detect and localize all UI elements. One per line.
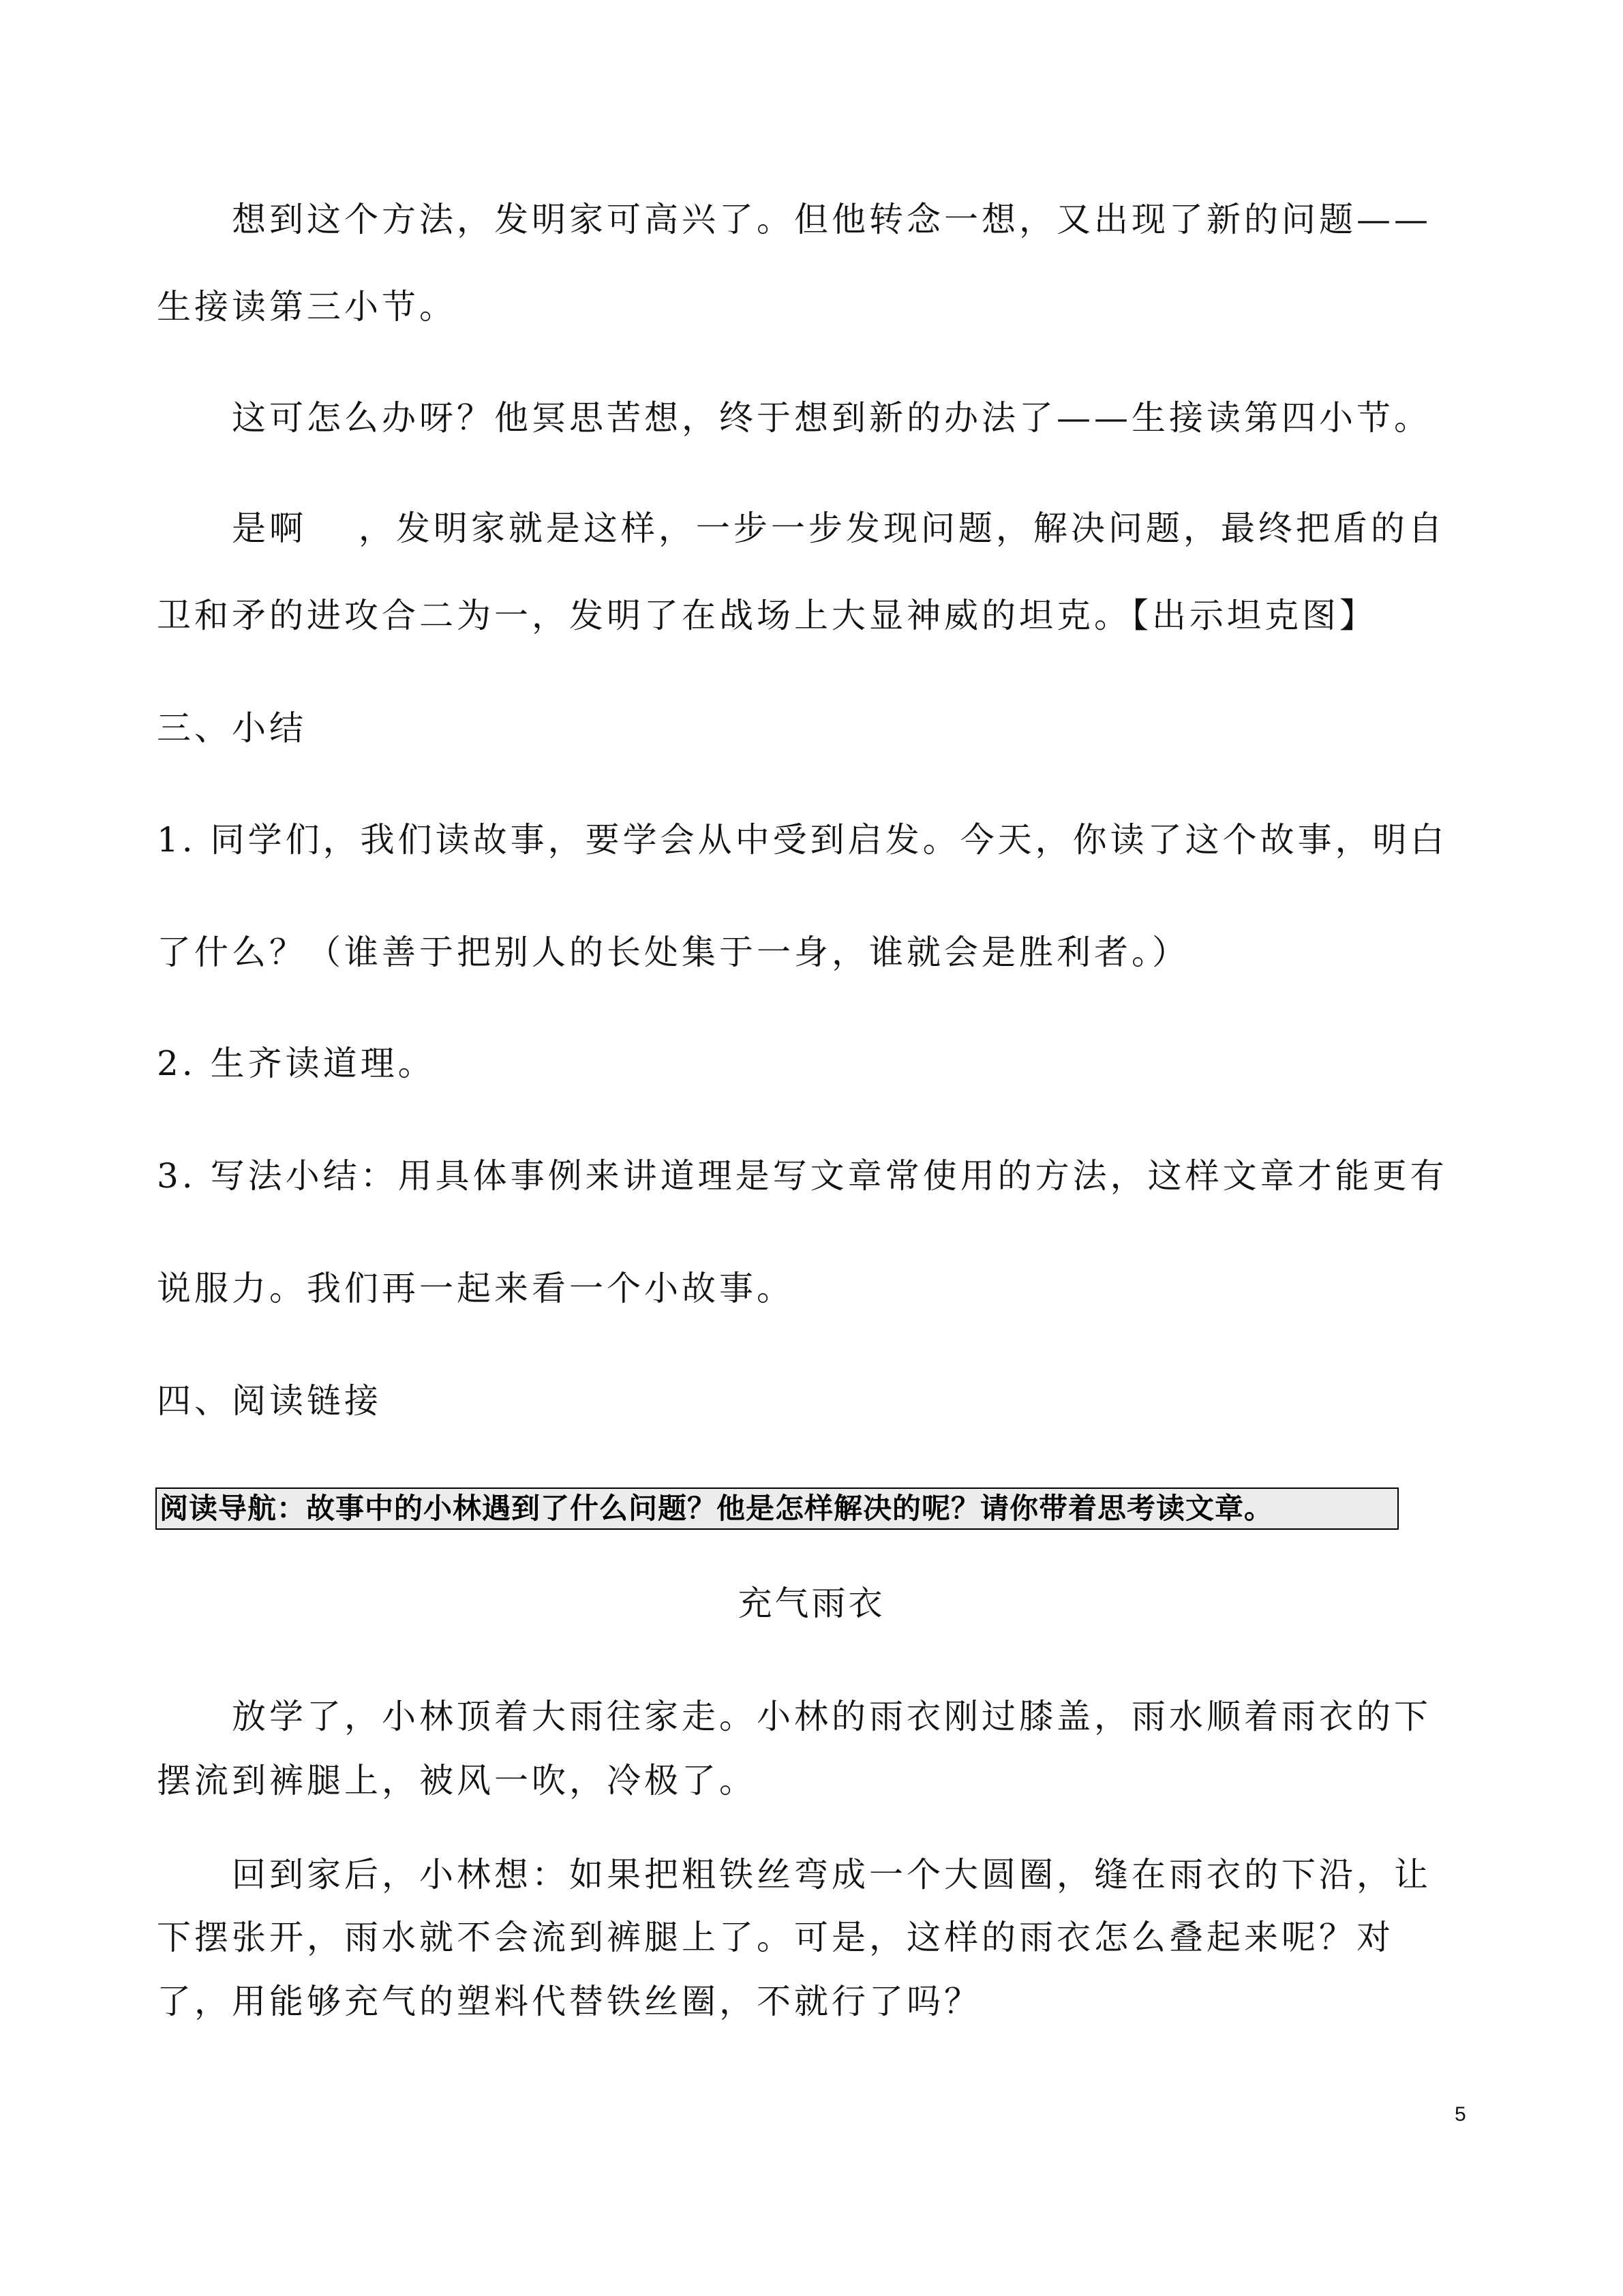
list-item-line: 1. 同学们，我们读故事，要学会从中受到启发。今天，你读了这个故事，明白 xyxy=(157,820,1448,860)
story-paragraph-line: 回到家后，小林想：如果把粗铁丝弯成一个大圆圈，缝在雨衣的下沿，让 xyxy=(232,1855,1431,1894)
section-heading: 四、阅读链接 xyxy=(157,1381,382,1421)
story-paragraph-line: 了，用能够充气的塑料代替铁丝圈，不就行了吗？ xyxy=(157,1982,982,2021)
page-number: 5 xyxy=(1455,2103,1466,2126)
list-item-line: 3. 写法小结：用具体事例来讲道理是写文章常使用的方法，这样文章才能更有 xyxy=(157,1156,1448,1196)
story-paragraph-line: 摆流到裤腿上，被风一吹，冷极了。 xyxy=(157,1761,757,1800)
reading-guide-box: 阅读导航：故事中的小林遇到了什么问题？他是怎样解决的呢？请你带着思考读文章。 xyxy=(155,1487,1399,1530)
body-paragraph-line: 生接读第三小节。 xyxy=(157,287,457,327)
body-paragraph-line: 卫和矛的进攻合二为一，发明了在战场上大显神威的坦克。【出示坦克图】 xyxy=(157,596,1377,635)
section-heading: 三、小结 xyxy=(157,708,307,748)
body-paragraph-line: 这可怎么办呀？他冥思苦想，终于想到新的办法了——生接读第四小节。 xyxy=(232,398,1431,438)
body-paragraph-line: 想到这个方法，发明家可高兴了。但他转念一想，又出现了新的问题—— xyxy=(232,200,1431,239)
list-item-line: 2. 生齐读道理。 xyxy=(157,1044,436,1083)
list-item-line: 说服力。我们再一起来看一个小故事。 xyxy=(157,1269,794,1308)
story-paragraph-line: 下摆张开，雨水就不会流到裤腿上了。可是，这样的雨衣怎么叠起来呢？对 xyxy=(157,1918,1394,1957)
story-title: 充气雨衣 xyxy=(738,1584,885,1623)
story-paragraph-line: 放学了，小林顶着大雨往家走。小林的雨衣刚过膝盖，雨水顺着雨衣的下 xyxy=(232,1697,1431,1736)
list-item-line: 了什么？（谁善于把别人的长处集于一身，谁就会是胜利者。） xyxy=(157,933,1189,972)
body-paragraph-line: 是啊 ，发明家就是这样，一步一步发现问题，解决问题，最终把盾的自 xyxy=(232,509,1446,548)
